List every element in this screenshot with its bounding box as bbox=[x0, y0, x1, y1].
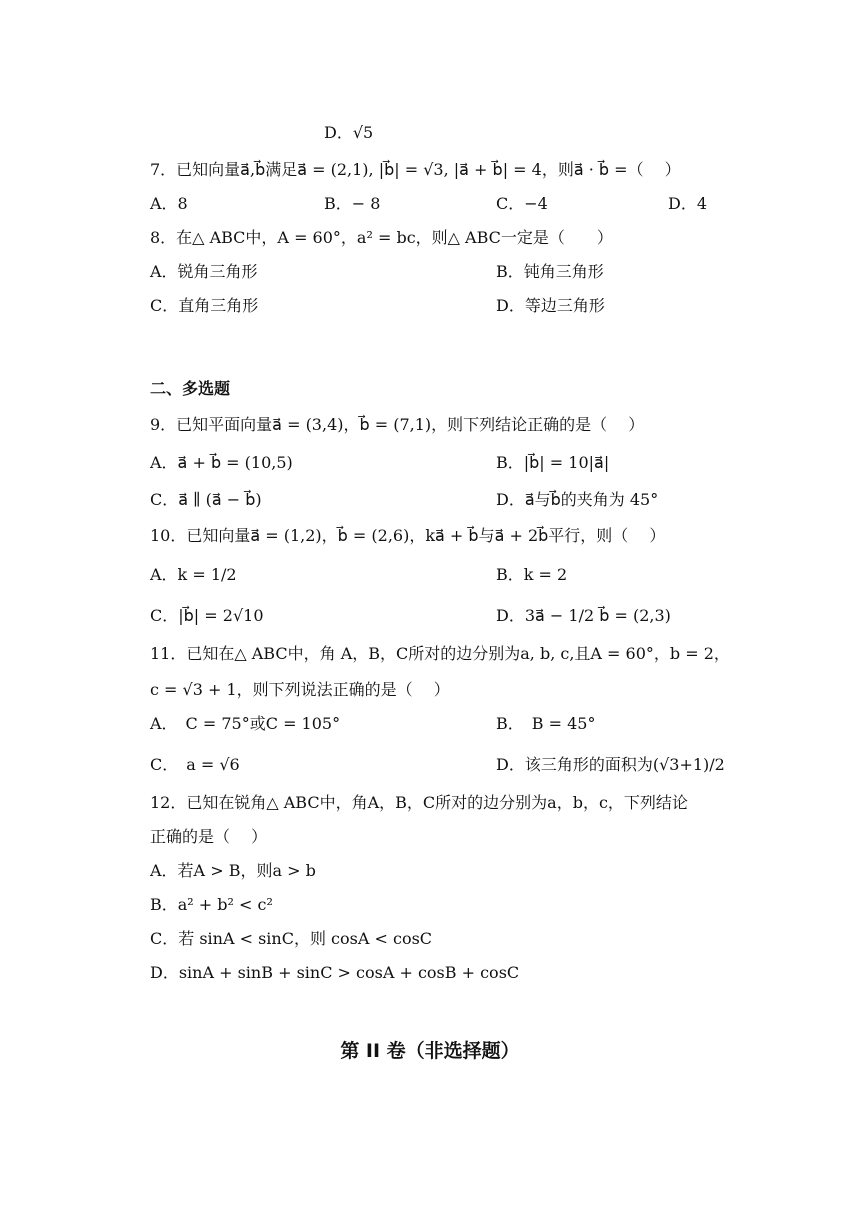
part-2-title: 第 II 卷（非选择题） bbox=[340, 1040, 520, 1062]
q11-options-row2 bbox=[150, 752, 725, 778]
q12-option-c: C．若 sinA < sinC，则 cosA < cosC bbox=[150, 929, 433, 948]
q11-option-b: B． B = 45° bbox=[496, 714, 596, 733]
q7-option-d: D．4 bbox=[668, 194, 708, 213]
q9-option-d: D．a⃗与b⃗的夹角为 45° bbox=[496, 490, 659, 509]
q9-option-b: B．|b⃗| = 10|a⃗| bbox=[496, 453, 610, 472]
q8-option-d: D．等边三角形 bbox=[496, 296, 605, 315]
q11-option-c: C． a = √6 bbox=[150, 755, 240, 774]
q6-option-d-row bbox=[150, 120, 710, 146]
q10-stem: 10．已知向量a⃗ = (1,2)，b⃗ = (2,6)，ka⃗ + b⃗与a⃗ + 2b⃗平行，则（ ） bbox=[150, 526, 666, 545]
q9-options-row1 bbox=[150, 450, 710, 476]
q12-stem-line1: 12．已知在锐角△ ABC中，角A，B，C所对的边分别为a，b，c，下列结论 bbox=[150, 793, 688, 812]
q8-stem: 8．在△ ABC中，A = 60°，a² = bc，则△ ABC一定是（ ） bbox=[150, 228, 613, 247]
q6-option-d: D．√5 bbox=[324, 123, 374, 142]
q10-option-b: B．k = 2 bbox=[496, 565, 568, 584]
q7-option-a: A．8 bbox=[150, 194, 188, 213]
q9-option-c: C．a⃗ ∥ (a⃗ − b⃗) bbox=[150, 490, 262, 509]
q12-option-a: A．若A > B，则a > b bbox=[150, 861, 316, 880]
q8-option-c: C．直角三角形 bbox=[150, 296, 259, 315]
q8-options-row1 bbox=[150, 259, 710, 285]
q11-option-a: A． C = 75°或C = 105° bbox=[150, 714, 341, 733]
q9-options-row2 bbox=[150, 487, 710, 513]
q12-stem-line2: 正确的是（ ） bbox=[150, 827, 268, 846]
q8-option-b: B．钝角三角形 bbox=[496, 262, 604, 281]
q9-option-a: A．a⃗ + b⃗ = (10,5) bbox=[150, 453, 293, 472]
q9-stem: 9．已知平面向量a⃗ = (3,4)，b⃗ = (7,1)，则下列结论正确的是（ ） bbox=[150, 415, 645, 434]
q7-stem: 7．已知向量a⃗,b⃗满足a⃗ = (2,1), |b⃗| = √3, |a⃗ + b⃗| = 4，则a⃗ · b⃗ =（ ） bbox=[150, 160, 681, 179]
q11-stem-line1: 11．已知在△ ABC中，角 A，B，C所对的边分别为a, b, c,且A = 60°，b = 2， bbox=[150, 644, 730, 663]
q11-option-d: D．该三角形的面积为(√3+1)/2 bbox=[496, 755, 725, 774]
q12-option-d: D．sinA + sinB + sinC > cosA + cosB + cosC bbox=[150, 963, 520, 982]
q8-option-a: A．锐角三角形 bbox=[150, 262, 258, 281]
q10-option-d: D．3a⃗ − 1/2 b⃗ = (2,3) bbox=[496, 606, 671, 625]
q10-options-row1 bbox=[150, 562, 710, 588]
section-heading-multiple-choice: 二、多选题 bbox=[150, 379, 231, 398]
q10-option-a: A．k = 1/2 bbox=[150, 565, 237, 584]
q7-option-c: C．−4 bbox=[496, 194, 548, 213]
q11-stem-line2: c = √3 + 1，则下列说法正确的是（ ） bbox=[150, 680, 450, 699]
q10-options-row2 bbox=[150, 603, 710, 629]
q12-option-b: B．a² + b² < c² bbox=[150, 895, 273, 914]
q11-options-row1 bbox=[150, 711, 710, 737]
q7-option-b: B．− 8 bbox=[324, 194, 381, 213]
q10-option-c: C．|b⃗| = 2√10 bbox=[150, 606, 264, 625]
q8-options-row2 bbox=[150, 293, 710, 319]
q7-options bbox=[150, 191, 710, 217]
